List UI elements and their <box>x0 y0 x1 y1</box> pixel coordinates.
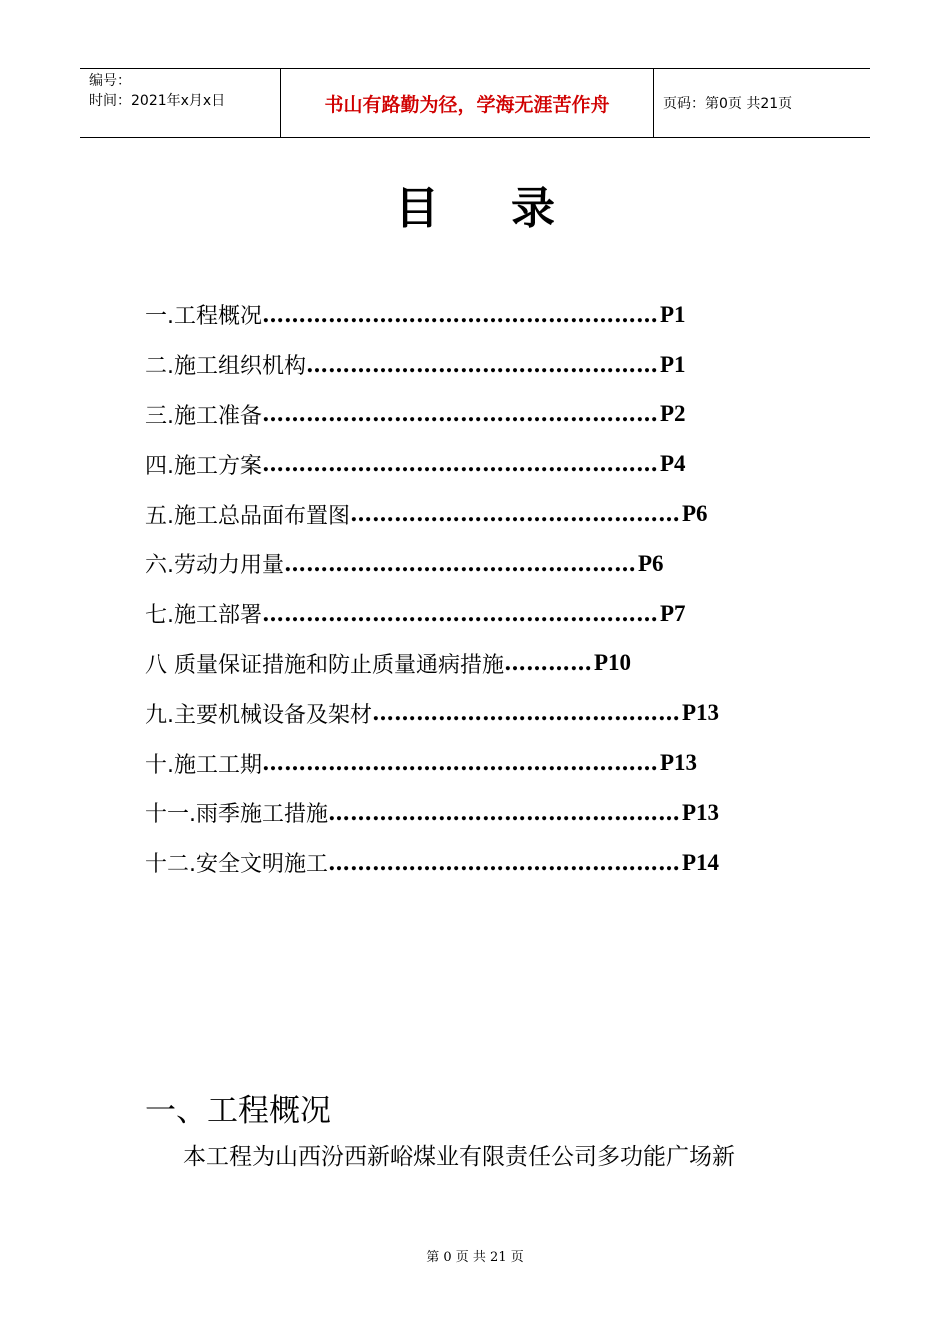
section-paragraph: 本工程为山西汾西新峪煤业有限责任公司多功能广场新 <box>183 1144 735 1170</box>
section-title: 一、工程概况 <box>145 1093 331 1129</box>
toc-entry-leader: ………………………………………… <box>284 550 636 577</box>
toc-entry-page: P7 <box>660 600 686 626</box>
toc-entry-label: 九.主要机械设备及架材 <box>145 702 372 728</box>
table-of-contents <box>145 290 735 888</box>
toc-entry[interactable] <box>145 390 735 440</box>
toc-entry-label: 十一.雨季施工措施 <box>145 802 328 828</box>
toc-entry-page: P13 <box>682 700 720 726</box>
toc-entry-leader: ……………………………………… <box>350 501 680 528</box>
toc-entry[interactable] <box>145 589 735 639</box>
toc-entry-leader: ……………………………………………… <box>262 600 658 627</box>
header-page-info: 页码：第0页 共21页 <box>663 96 793 112</box>
toc-entry[interactable] <box>145 340 735 390</box>
toc-entry-leader: ……………………………………………… <box>262 401 658 428</box>
header-motto: 书山有路勤为径，学海无涯苦作舟 <box>281 69 654 137</box>
toc-entry-label: 十二.安全文明施工 <box>145 852 328 878</box>
toc-entry-label: 五.施工总品面布置图 <box>145 503 350 529</box>
toc-entry-label: 六.劳动力用量 <box>145 553 284 579</box>
toc-entry[interactable] <box>145 838 735 888</box>
number-label: 编号： <box>89 73 131 89</box>
toc-entry-leader: …………………………………… <box>372 700 680 727</box>
document-header <box>80 68 870 138</box>
page-footer: 第 0 页 共 21 页 <box>426 1250 524 1265</box>
toc-entry-page: P6 <box>638 550 664 576</box>
toc-entry-label: 三.施工准备 <box>145 403 262 429</box>
toc-entry-label: 十.施工工期 <box>145 752 262 778</box>
toc-entry[interactable] <box>145 788 735 838</box>
toc-title: 目录 <box>395 183 627 234</box>
toc-entry-page: P6 <box>682 501 708 527</box>
toc-entry[interactable] <box>145 290 735 340</box>
toc-entry-label: 一.工程概况 <box>145 304 262 330</box>
toc-entry-label: 四.施工方案 <box>145 453 262 479</box>
toc-entry-leader: ………………………………………… <box>328 849 680 876</box>
toc-entry-leader: ……………………………………………… <box>262 750 658 777</box>
toc-entry[interactable] <box>145 639 735 689</box>
toc-entry[interactable] <box>145 688 735 738</box>
toc-entry[interactable] <box>145 489 735 539</box>
time-label: 时间：2021年x月x日 <box>89 93 226 109</box>
toc-entry[interactable] <box>145 539 735 589</box>
toc-entry-label: 八 质量保证措施和防止质量通病措施 <box>145 652 504 678</box>
toc-entry-page: P2 <box>660 401 686 427</box>
toc-entry-label: 七.施工部署 <box>145 603 262 629</box>
toc-entry-page: P1 <box>660 351 686 377</box>
toc-entry-page: P13 <box>682 799 720 825</box>
toc-entry-label: 二.施工组织机构 <box>145 354 306 380</box>
toc-entry[interactable] <box>145 738 735 788</box>
toc-entry-page: P4 <box>660 451 686 477</box>
toc-entry-page: P1 <box>660 301 686 327</box>
toc-entry-leader: ……………………………………………… <box>262 301 658 328</box>
toc-entry-page: P14 <box>682 849 720 875</box>
toc-entry-leader: ………………………………………… <box>306 351 658 378</box>
toc-entry-leader: ………… <box>504 650 592 677</box>
toc-entry-leader: ……………………………………………… <box>262 451 658 478</box>
toc-entry-page: P13 <box>660 750 698 776</box>
toc-entry-leader: ………………………………………… <box>328 799 680 826</box>
toc-entry-page: P10 <box>594 650 632 676</box>
toc-entry[interactable] <box>145 439 735 489</box>
header-meta <box>80 69 281 137</box>
